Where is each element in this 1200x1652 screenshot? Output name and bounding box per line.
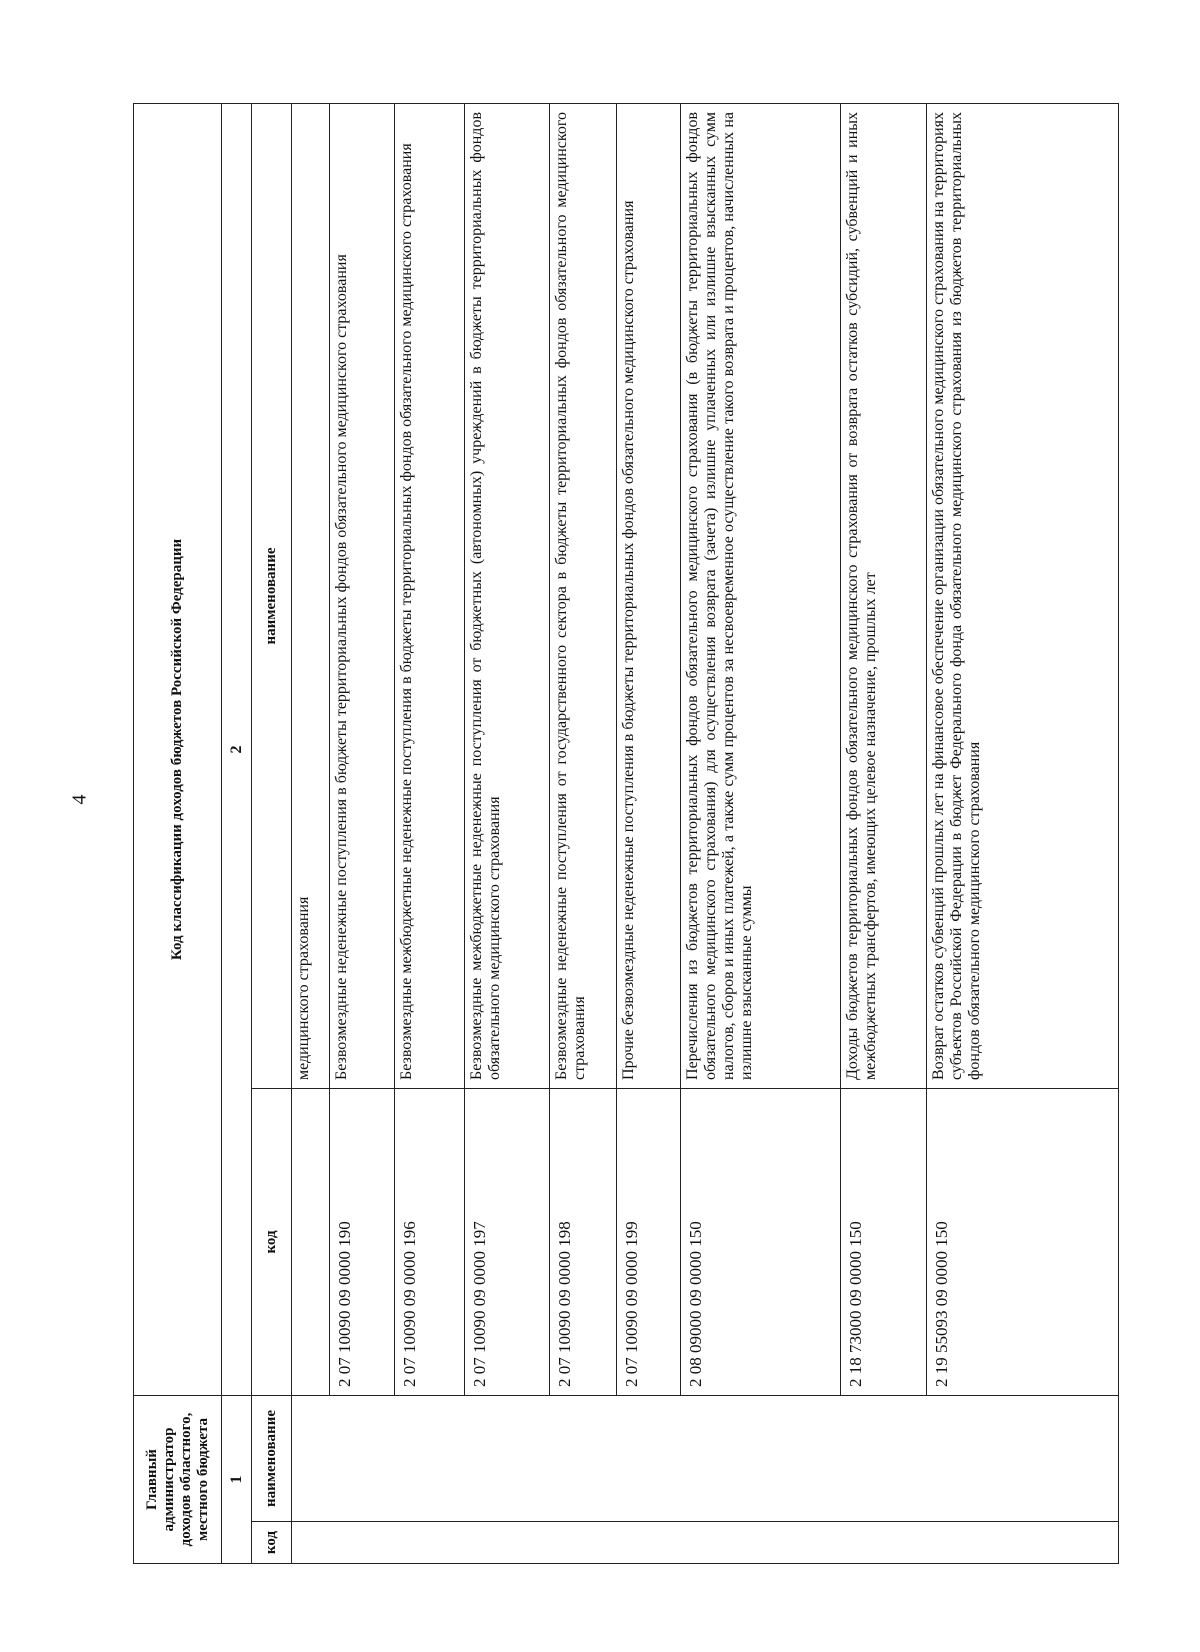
row-code: 2 08 09000 09 0000 150: [681, 1088, 841, 1395]
row-name: Безвозмездные межбюджетные неденежные поступления от бюджетных (автономных) учреждений в бюджеты территориальных фондов обязательного медицинского страхования: [465, 103, 550, 1088]
row-name: Безвозмездные неденежные поступления в бюджеты территориальных фондов обязательного медицинского страхования: [330, 103, 395, 1088]
table-row: [330, 103, 395, 1563]
row-code: 2 07 10090 09 0000 198: [550, 1088, 617, 1395]
row-name: медицинского страхования: [292, 103, 330, 1088]
table-row: [617, 103, 681, 1563]
row-code: 2 07 10090 09 0000 190: [330, 1088, 395, 1395]
classification-header: Код классификации доходов бюджетов Российской Федерации: [134, 103, 222, 1395]
table-row: [841, 103, 927, 1563]
admin-name-header: наименование: [252, 1395, 292, 1521]
admin-code-header: код: [252, 1522, 292, 1564]
rotated-table-container: [133, 104, 1118, 1564]
class-name-header: наименование: [252, 103, 292, 1088]
column-number-2: 2: [222, 103, 252, 1395]
admin-code-cell: [292, 1522, 1119, 1564]
page-number: 4: [68, 794, 91, 805]
row-name: Безвозмездные межбюджетные неденежные поступления в бюджеты территориальных фондов обязательного медицинского страхования: [395, 103, 465, 1088]
column-number-1: 1: [222, 1395, 252, 1563]
table-row: [465, 103, 550, 1563]
class-code-header: код: [252, 1088, 292, 1395]
table-row: [550, 103, 617, 1563]
income-classification-table: [133, 103, 1119, 1564]
row-code: 2 07 10090 09 0000 199: [617, 1088, 681, 1395]
row-code: [292, 1088, 330, 1395]
row-name: Перечисления из бюджетов территориальных фондов обязательного медицинского страхования (в бюджеты территориальных фондов обязательного медицинского страхования) для осуществления возврата (зачета) излишне уплаченных или излишне взысканных сумм налогов, сборов и иных платежей, а также сумм процентов за несвоевременное осуществление такого возврата и процентов, начисленных на излишне взысканные суммы: [681, 103, 841, 1088]
row-code: 2 18 73000 09 0000 150: [841, 1088, 927, 1395]
admin-header: Главный администратор доходов областного, местного бюджета: [134, 1395, 222, 1563]
row-code: 2 07 10090 09 0000 197: [465, 1088, 550, 1395]
row-name: Прочие безвозмездные неденежные поступления в бюджеты территориальных фондов обязательного медицинского страхования: [617, 103, 681, 1088]
table-row: [395, 103, 465, 1563]
row-code: 2 19 55093 09 0000 150: [927, 1088, 1119, 1395]
table-row: [681, 103, 841, 1563]
row-code: 2 07 10090 09 0000 196: [395, 1088, 465, 1395]
row-name: Доходы бюджетов территориальных фондов обязательного медицинского страхования от возврата остатков субсидий, субвенций и иных межбюджетных трансфертов, имеющих целевое назначение, прошлых лет: [841, 103, 927, 1088]
row-name: Безвозмездные неденежные поступления от государственного сектора в бюджеты территориальных фондов обязательного медицинского страхования: [550, 103, 617, 1088]
admin-name-cell: [292, 1395, 1119, 1521]
table-row: [292, 103, 330, 1563]
row-name: Возврат остатков субвенций прошлых лет на финансовое обеспечение организации обязательного медицинского страхования на территориях субъектов Российской Федерации в бюджет Федерального фонда обязательного медицинского страхования из бюджетов территориальных фондов обязательного медицинского страхования: [927, 103, 1119, 1088]
table-row: [927, 103, 1119, 1563]
